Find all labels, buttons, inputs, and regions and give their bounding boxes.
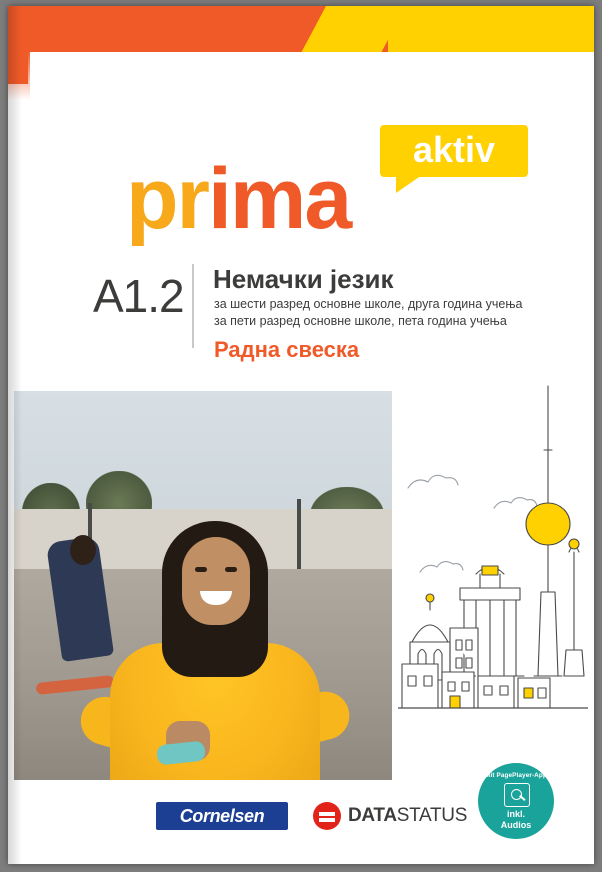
subtitle-line-1: за шести разред основне школе, друга година учења [214, 297, 523, 311]
photo-eye-left [195, 567, 207, 572]
speech-bubble-tail-icon [396, 175, 422, 193]
aktiv-speech-bubble [380, 125, 528, 177]
datastatus-thin-part: STATUS [396, 805, 468, 826]
subtitle-line-2: за пети разред основне школе, пета година учења [214, 314, 507, 328]
photo-face [182, 537, 250, 625]
logo-letter-a: a [304, 151, 351, 247]
aktiv-label: aktiv [412, 129, 496, 170]
top-color-band [8, 6, 594, 52]
cover-photograph [14, 391, 392, 780]
photo-eye-right [225, 567, 237, 572]
datastatus-wordmark [348, 805, 467, 827]
photo-lamp-post-right [297, 499, 301, 573]
logo-letter-r: r [176, 151, 209, 247]
app-scan-icon [504, 783, 530, 807]
level-label: A1.2 [93, 270, 184, 322]
band-orange-fade [8, 50, 30, 100]
datastatus-mark-icon [313, 802, 341, 830]
pageplayer-app-badge [478, 763, 554, 839]
logo-letter-m: m [229, 151, 305, 247]
photo-background-skater-head [70, 535, 96, 565]
title-divider [192, 264, 194, 348]
band-yellow-block [388, 6, 594, 52]
datastatus-logo [313, 802, 467, 830]
berlin-skyline-illustration [398, 376, 588, 780]
series-logo [126, 151, 351, 247]
logo-letter-i: i [208, 151, 230, 247]
cornelsen-logo: Cornelsen [156, 802, 288, 830]
subject-title: Немачки језик [213, 264, 394, 294]
logo-letter-p: p [126, 151, 177, 247]
workbook-label: Радна свеска [214, 337, 360, 362]
badge-line-2: Audios [500, 820, 532, 830]
book-cover [8, 6, 594, 864]
datastatus-bold-part: DATA [348, 805, 397, 826]
title-block [8, 101, 594, 371]
badge-line-1: inkl. [506, 809, 525, 819]
badge-top-text: Mit PagePlayer-App [485, 772, 547, 779]
